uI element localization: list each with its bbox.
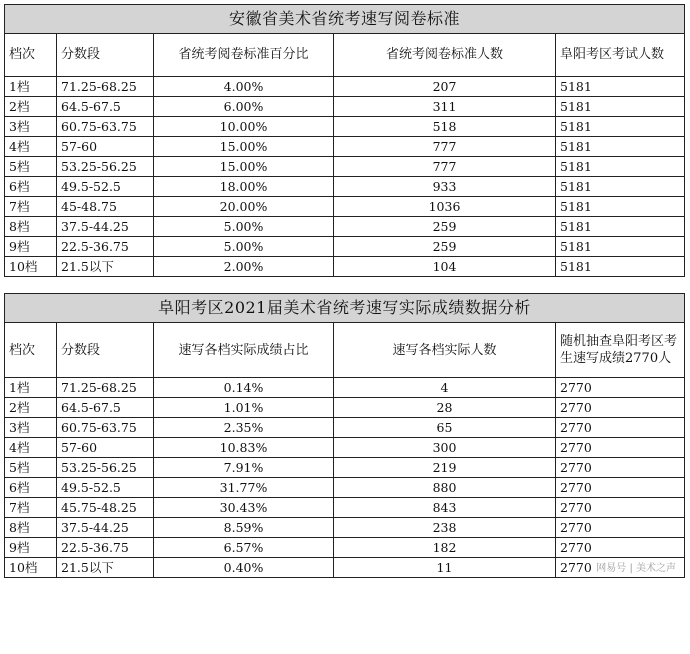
cell-examinees: 5181 — [556, 117, 685, 137]
cell-count: 259 — [334, 217, 556, 237]
cell-score-range: 45.75-48.25 — [57, 498, 154, 518]
cell-score-range: 71.25-68.25 — [57, 77, 154, 97]
table2-header-percent: 速写各档实际成绩占比 — [154, 323, 334, 378]
cell-examinees: 2770 — [556, 438, 685, 458]
table-row — [5, 257, 685, 277]
cell-level: 5档 — [5, 157, 57, 177]
cell-score-range: 64.5-67.5 — [57, 97, 154, 117]
cell-count: 518 — [334, 117, 556, 137]
table1-title: 安徽省美术省统考速写阅卷标准 — [5, 5, 685, 34]
cell-level: 8档 — [5, 217, 57, 237]
cell-count: 182 — [334, 538, 556, 558]
cell-percent: 8.59% — [154, 518, 334, 538]
table-row — [5, 438, 685, 458]
table1-header-examinees: 阜阳考区考试人数 — [556, 34, 685, 77]
cell-score-range: 49.5-52.5 — [57, 177, 154, 197]
cell-percent: 31.77% — [154, 478, 334, 498]
cell-level: 10档 — [5, 257, 57, 277]
cell-score-range: 71.25-68.25 — [57, 378, 154, 398]
cell-score-range: 21.5以下 — [57, 558, 154, 578]
table2-title: 阜阳考区2021届美术省统考速写实际成绩数据分析 — [5, 294, 685, 323]
cell-count: 207 — [334, 77, 556, 97]
cell-score-range: 21.5以下 — [57, 257, 154, 277]
table1-header-percent: 省统考阅卷标准百分比 — [154, 34, 334, 77]
table-row — [5, 97, 685, 117]
table-row — [5, 197, 685, 217]
table-row — [5, 478, 685, 498]
table2-header-row — [5, 323, 685, 378]
cell-score-range: 45-48.75 — [57, 197, 154, 217]
cell-level: 9档 — [5, 237, 57, 257]
table2-header-sample: 随机抽查阜阳考区考生速写成绩2770人 — [556, 323, 685, 378]
cell-level: 3档 — [5, 418, 57, 438]
cell-score-range: 60.75-63.75 — [57, 117, 154, 137]
table-gap — [5, 277, 685, 294]
cell-score-range: 60.75-63.75 — [57, 418, 154, 438]
cell-level: 2档 — [5, 398, 57, 418]
cell-count: 104 — [334, 257, 556, 277]
cell-level: 7档 — [5, 197, 57, 217]
cell-level: 8档 — [5, 518, 57, 538]
provincial-standard-table — [5, 5, 685, 277]
table-row — [5, 498, 685, 518]
cell-percent: 0.40% — [154, 558, 334, 578]
cell-percent: 7.91% — [154, 458, 334, 478]
cell-examinees: 2770 — [556, 498, 685, 518]
cell-percent: 18.00% — [154, 177, 334, 197]
table-row — [5, 558, 685, 578]
cell-score-range: 37.5-44.25 — [57, 518, 154, 538]
table-row — [5, 237, 685, 257]
table-row — [5, 177, 685, 197]
cell-examinees: 5181 — [556, 217, 685, 237]
table-row — [5, 77, 685, 97]
table-row — [5, 137, 685, 157]
table-row — [5, 217, 685, 237]
cell-percent: 2.35% — [154, 418, 334, 438]
cell-level: 4档 — [5, 137, 57, 157]
cell-count: 880 — [334, 478, 556, 498]
cell-count: 311 — [334, 97, 556, 117]
cell-count: 1036 — [334, 197, 556, 217]
table-row — [5, 518, 685, 538]
cell-count: 777 — [334, 157, 556, 177]
cell-examinees: 5181 — [556, 197, 685, 217]
cell-examinees: 2770 — [556, 458, 685, 478]
cell-examinees: 2770 — [556, 478, 685, 498]
cell-examinees: 5181 — [556, 257, 685, 277]
score-tables — [4, 4, 685, 578]
cell-examinees: 5181 — [556, 97, 685, 117]
table2-header-score-range: 分数段 — [57, 323, 154, 378]
cell-percent: 2.00% — [154, 257, 334, 277]
cell-score-range: 22.5-36.75 — [57, 237, 154, 257]
cell-percent: 30.43% — [154, 498, 334, 518]
cell-count: 219 — [334, 458, 556, 478]
fuyang-actual-table — [5, 294, 685, 578]
cell-count: 933 — [334, 177, 556, 197]
cell-percent: 15.00% — [154, 157, 334, 177]
table-row — [5, 398, 685, 418]
cell-count: 777 — [334, 137, 556, 157]
cell-examinees: 2770 — [556, 518, 685, 538]
cell-level: 4档 — [5, 438, 57, 458]
cell-level: 6档 — [5, 177, 57, 197]
cell-level: 1档 — [5, 77, 57, 97]
cell-level: 7档 — [5, 498, 57, 518]
cell-count: 259 — [334, 237, 556, 257]
table-row — [5, 418, 685, 438]
cell-percent: 20.00% — [154, 197, 334, 217]
cell-examinees: 5181 — [556, 157, 685, 177]
table1-header-row — [5, 34, 685, 77]
cell-count: 238 — [334, 518, 556, 538]
cell-score-range: 49.5-52.5 — [57, 478, 154, 498]
cell-level: 10档 — [5, 558, 57, 578]
cell-percent: 10.83% — [154, 438, 334, 458]
cell-score-range: 53.25-56.25 — [57, 458, 154, 478]
cell-percent: 5.00% — [154, 217, 334, 237]
cell-examinees: 2770 — [556, 378, 685, 398]
cell-level: 2档 — [5, 97, 57, 117]
cell-level: 1档 — [5, 378, 57, 398]
cell-score-range: 57-60 — [57, 137, 154, 157]
cell-examinees: 5181 — [556, 137, 685, 157]
cell-level: 3档 — [5, 117, 57, 137]
cell-score-range: 22.5-36.75 — [57, 538, 154, 558]
cell-count: 843 — [334, 498, 556, 518]
cell-count: 11 — [334, 558, 556, 578]
table-row — [5, 117, 685, 137]
cell-percent: 1.01% — [154, 398, 334, 418]
table2-header-count: 速写各档实际人数 — [334, 323, 556, 378]
cell-score-range: 37.5-44.25 — [57, 217, 154, 237]
table2-header-level: 档次 — [5, 323, 57, 378]
cell-count: 4 — [334, 378, 556, 398]
cell-level: 5档 — [5, 458, 57, 478]
cell-examinees: 2770 — [556, 398, 685, 418]
cell-examinees: 5181 — [556, 77, 685, 97]
cell-level: 9档 — [5, 538, 57, 558]
table1-header-score-range: 分数段 — [57, 34, 154, 77]
cell-count: 28 — [334, 398, 556, 418]
cell-examinees: 2770 — [556, 418, 685, 438]
cell-percent: 4.00% — [154, 77, 334, 97]
table1-header-level: 档次 — [5, 34, 57, 77]
cell-examinees: 5181 — [556, 177, 685, 197]
cell-percent: 5.00% — [154, 237, 334, 257]
table-row — [5, 157, 685, 177]
cell-percent: 15.00% — [154, 137, 334, 157]
cell-percent: 6.57% — [154, 538, 334, 558]
cell-percent: 0.14% — [154, 378, 334, 398]
cell-count: 300 — [334, 438, 556, 458]
table-row — [5, 378, 685, 398]
cell-examinees: 2770 — [556, 538, 685, 558]
sheet — [4, 4, 684, 578]
cell-percent: 10.00% — [154, 117, 334, 137]
cell-level: 6档 — [5, 478, 57, 498]
cell-count: 65 — [334, 418, 556, 438]
cell-examinees: 2770 — [556, 558, 685, 578]
watermark: 网易号 | 美术之声 — [596, 563, 676, 574]
table-row — [5, 458, 685, 478]
table1-header-count: 省统考阅卷标准人数 — [334, 34, 556, 77]
cell-examinees: 5181 — [556, 237, 685, 257]
cell-score-range: 57-60 — [57, 438, 154, 458]
cell-score-range: 53.25-56.25 — [57, 157, 154, 177]
cell-percent: 6.00% — [154, 97, 334, 117]
table-row — [5, 538, 685, 558]
cell-score-range: 64.5-67.5 — [57, 398, 154, 418]
